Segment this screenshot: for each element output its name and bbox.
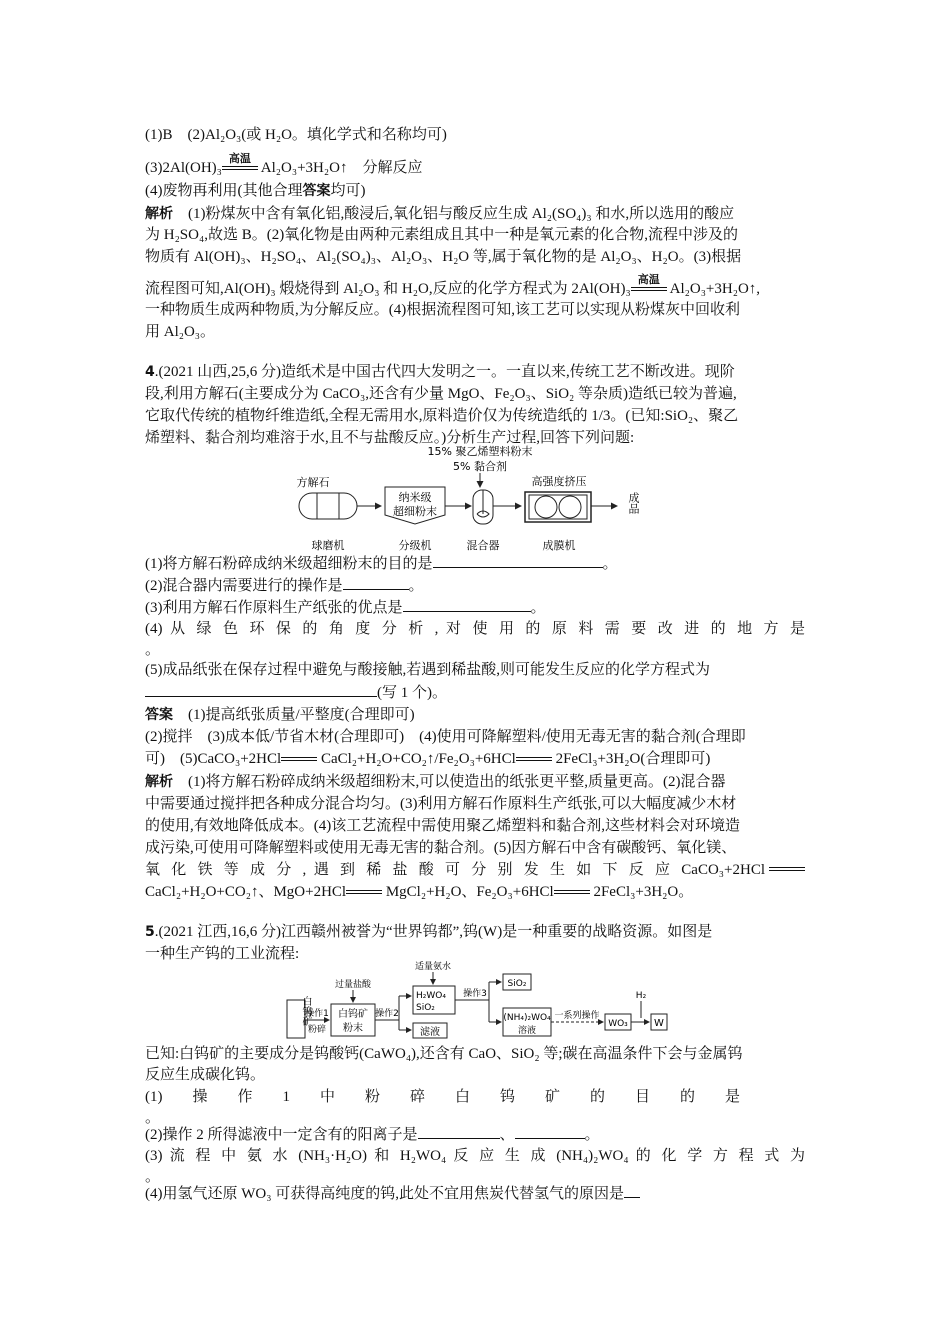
op3-label: 操作3 xyxy=(463,989,487,999)
additive-label-2: 5% 黏合剂 xyxy=(453,460,507,473)
series-op-label: 一系列操作 xyxy=(554,1011,600,1021)
q4-analysis-line-1: 解析 (1)将方解石粉碎成纳米级超细粉末,可以使造出的纸张更平整,质量更高。(2)混合器 xyxy=(145,774,726,790)
high-temp-equals-sign: 高温 xyxy=(631,284,667,296)
q4-analysis-line-5: 氧 化 铁 等 成 分 , 遇 到 稀 盐 酸 可 分 别 发 生 如 下 反 应 CaCO₃+2HCl xyxy=(145,862,765,878)
equals-sign xyxy=(516,754,552,766)
q5-sub-1: (1) 操 作 1 中 粉 碎 白 钨 矿 的 目 的 是 xyxy=(145,1089,740,1105)
powder-label-1: 白钨矿 xyxy=(338,1009,368,1020)
film-machine-label: 成膜机 xyxy=(542,539,576,552)
q4-answer-line-1: 答案 (1)提高纸张质量/平整度(合理即可) xyxy=(145,707,415,723)
ball-mill-shape xyxy=(299,493,357,519)
answer-blank[interactable] xyxy=(433,553,603,568)
q5-sub-4: (4)用氢气还原 WO₃ 可获得高纯度的钨,此处不宜用焦炭代替氢气的原因是 xyxy=(145,1183,805,1204)
equals-sign xyxy=(769,864,805,876)
q5-stem-line-1: 5.(2021 江西,16,6 分)江西赣州被誉为“世界钨都”,钨(W)是一种重要的战略资源。如图是 xyxy=(145,924,713,940)
acid-label: 过量盐酸 xyxy=(334,980,372,990)
q4-sub-1: (1)将方解石粉碎成纳米级超细粉末的目的是 。 xyxy=(145,553,805,574)
q4-stem-line-4: 烯塑料、黏合剂均难溶于水,且不与盐酸反应。)分析生产过程,回答下列问题: xyxy=(145,430,635,446)
answer-line-3: (4)废物再利用(其他合理答案均可) xyxy=(145,183,366,199)
op1-label: 操作1 xyxy=(305,1009,329,1019)
q5-sub-3: (3) 流 程 中 氨 水 (NH₃·H₂O) 和 H₂WO₄ 反 应 生 成 (NH₄)₂WO₄ 的 化 学 方 程 式 为 xyxy=(145,1148,805,1164)
analysis-line-2: 为 H₂SO₄,故选 B。(2)氧化物是由两种元素组成且其中一种是氧元素的化合物,流程中涉及的 xyxy=(145,227,738,243)
mixer-label: 混合器 xyxy=(466,539,500,552)
w-label: W xyxy=(654,1018,664,1029)
h2-label: H₂ xyxy=(635,991,647,1001)
solution-label-1: (NH₄)₂WO₄ xyxy=(503,1013,551,1023)
q4-stem-line-3: 它取代传统的植物纤维造纸,全程无需用水,原料造价仅为传统造纸的 1/3。(已知:SiO₂、聚乙 xyxy=(145,408,739,424)
nano-powder-label-1: 纳米级 xyxy=(398,491,432,504)
q4-stem-line-2: 段,利用方解石(主要成分为 CaCO₃,还含有少量 MgO、Fe₂O₃、SiO₂ 等杂质)造纸已较为普遍, xyxy=(145,386,737,402)
sio2-in-label: SiO₂ xyxy=(416,1003,435,1013)
q5-sub-3-end: 。 xyxy=(145,1169,161,1185)
equals-sign xyxy=(346,887,382,899)
answer-blank[interactable] xyxy=(418,1124,500,1139)
sio2-label: SiO₂ xyxy=(507,979,527,989)
high-temp-equals-sign: 高温 xyxy=(222,163,258,175)
filtrate-label: 滤液 xyxy=(420,1027,440,1038)
q4-stem-line-1: 4.(2021 山西,25,6 分)造纸术是中国古代四大发明之一。一直以来,传统工艺不断改进。现阶 xyxy=(145,364,735,380)
analysis-line-3: 物质有 Al(OH)₃、H₂SO₄、Al₂(SO₄)₃、Al₂O₃、H₂O 等,属于氧化物的是 Al₂O₃、H₂O。(3)根据 xyxy=(145,249,742,265)
high-pressure-label: 高强度挤压 xyxy=(531,475,587,488)
ammonia-label: 适量氨水 xyxy=(414,962,452,972)
tungsten-flow-diagram xyxy=(281,960,669,1040)
analysis-line-1: 解析 (1)粉煤灰中含有氧化铝,酸浸后,氧化铝与酸反应生成 Al₂(SO₄)₃ 和水,所以选用的酸应 xyxy=(145,206,735,222)
op2-label: 操作2 xyxy=(375,1009,399,1019)
q4-sub-4-end: 。 xyxy=(145,642,161,658)
q5-stem-line-2: 一种生产钨的工业流程: xyxy=(145,946,300,962)
classifier-label: 分级机 xyxy=(398,539,432,552)
h2wo4-label: H₂WO₄ xyxy=(416,991,446,1001)
q5-sub-2: (2)操作 2 所得滤液中一定含有的阳离子是 、 。 xyxy=(145,1124,805,1145)
q5-known-line-2: 反应生成碳化钨。 xyxy=(145,1067,266,1083)
raw-material-label: 方解石 xyxy=(296,476,330,489)
answer-blank[interactable] xyxy=(145,682,377,697)
equals-sign xyxy=(554,887,590,899)
analysis-line-5: 一种物质生成两种物质,为分解反应。(4)根据流程图可知,该工艺可以实现从粉煤灰中回收利 xyxy=(145,302,740,318)
q4-answer-line-3: 可) (5)CaCO₃+2HCl CaCl₂+H₂O+CO₂↑/Fe₂O₃+6HCl 2FeCl₃+3H₂O(合理即可) xyxy=(145,751,711,767)
q4-analysis-line-3: 的使用,有效地降低成本。(4)该工艺流程中需使用聚乙烯塑料和黏合剂,这些材料会对环境造 xyxy=(145,818,740,834)
product-label: 成品 xyxy=(618,492,640,505)
nano-powder-label-2: 超细粉末 xyxy=(393,505,437,518)
q4-answer-line-2: (2)搅拌 (3)成本低/节省木材(合理即可) (4)使用可降解塑料/使用无毒无害的黏合剂(合理即 xyxy=(145,729,746,745)
q4-sub-2: (2)混合器内需要进行的操作是 。 xyxy=(145,575,805,596)
q4-sub-4: (4) 从 绿 色 环 保 的 角 度 分 析 , 对 使 用 的 原 料 需 要 改 进 的 地 方 是 xyxy=(145,621,805,637)
crush-label: 粉碎 xyxy=(307,1025,327,1035)
answer-blank[interactable] xyxy=(403,597,531,612)
q4-analysis-line-4: 成污染,可使用可降解塑料或使用无毒无害的黏合剂。(5)因方解石中含有碳酸钙、氧化镁、 xyxy=(145,840,737,856)
analysis-line-6: 用 Al₂O₃。 xyxy=(145,324,216,340)
ball-mill-label: 球磨机 xyxy=(311,539,345,552)
equals-sign xyxy=(281,754,317,766)
papermaking-flow-diagram xyxy=(295,442,695,554)
additive-label-1: 15% 聚乙烯塑料粉末 xyxy=(427,445,533,458)
answer-blank[interactable] xyxy=(343,575,409,590)
wo3-label: WO₃ xyxy=(608,1019,628,1029)
q4-analysis-line-2: 中需要通过搅拌把各种成分混合均匀。(3)利用方解石作原料生产纸张,可以大幅度减少木材 xyxy=(145,796,737,812)
q4-sub-5-blank: (写 1 个)。 xyxy=(145,682,805,703)
answer-line-1: (1)B (2)Al₂O₃(或 H₂O。填化学式和名称均可) xyxy=(145,127,447,143)
q5-sub-1-end: 。 xyxy=(145,1110,161,1126)
ore-label: 白钨矿 xyxy=(281,996,311,1007)
q5-known-line-1: 已知:白钨矿的主要成分是钨酸钙(CaWO₄),还含有 CaO、SiO₂ 等;碳在高温条件下会与金属钨 xyxy=(145,1046,743,1062)
answer-line-2: (3)2Al(OH)₃ 高温 Al₂O₃+3H₂O↑ 分解反应 xyxy=(145,151,423,176)
solution-label-2: 溶液 xyxy=(517,1026,537,1036)
answer-blank[interactable] xyxy=(515,1124,585,1139)
q4-sub-3: (3)利用方解石作原料生产纸张的优点是 。 xyxy=(145,597,805,618)
q4-sub-5: (5)成品纸张在保存过程中避免与酸接触,若遇到稀盐酸,则可能发生反应的化学方程式为 xyxy=(145,662,710,678)
q4-analysis-line-6: CaCl₂+H₂O+CO₂↑、MgO+2HCl MgCl₂+H₂O、Fe₂O₃+6HCl 2FeCl₃+3H₂O。 xyxy=(145,884,694,900)
answer-blank[interactable] xyxy=(624,1183,640,1198)
powder-label-2: 粉末 xyxy=(343,1023,363,1034)
analysis-line-4: 流程图可知,Al(OH)₃ 煅烧得到 Al₂O₃ 和 H₂O,反应的化学方程式为 2Al(OH)₃ 高温 Al₂O₃+3H₂O↑, xyxy=(145,272,761,297)
